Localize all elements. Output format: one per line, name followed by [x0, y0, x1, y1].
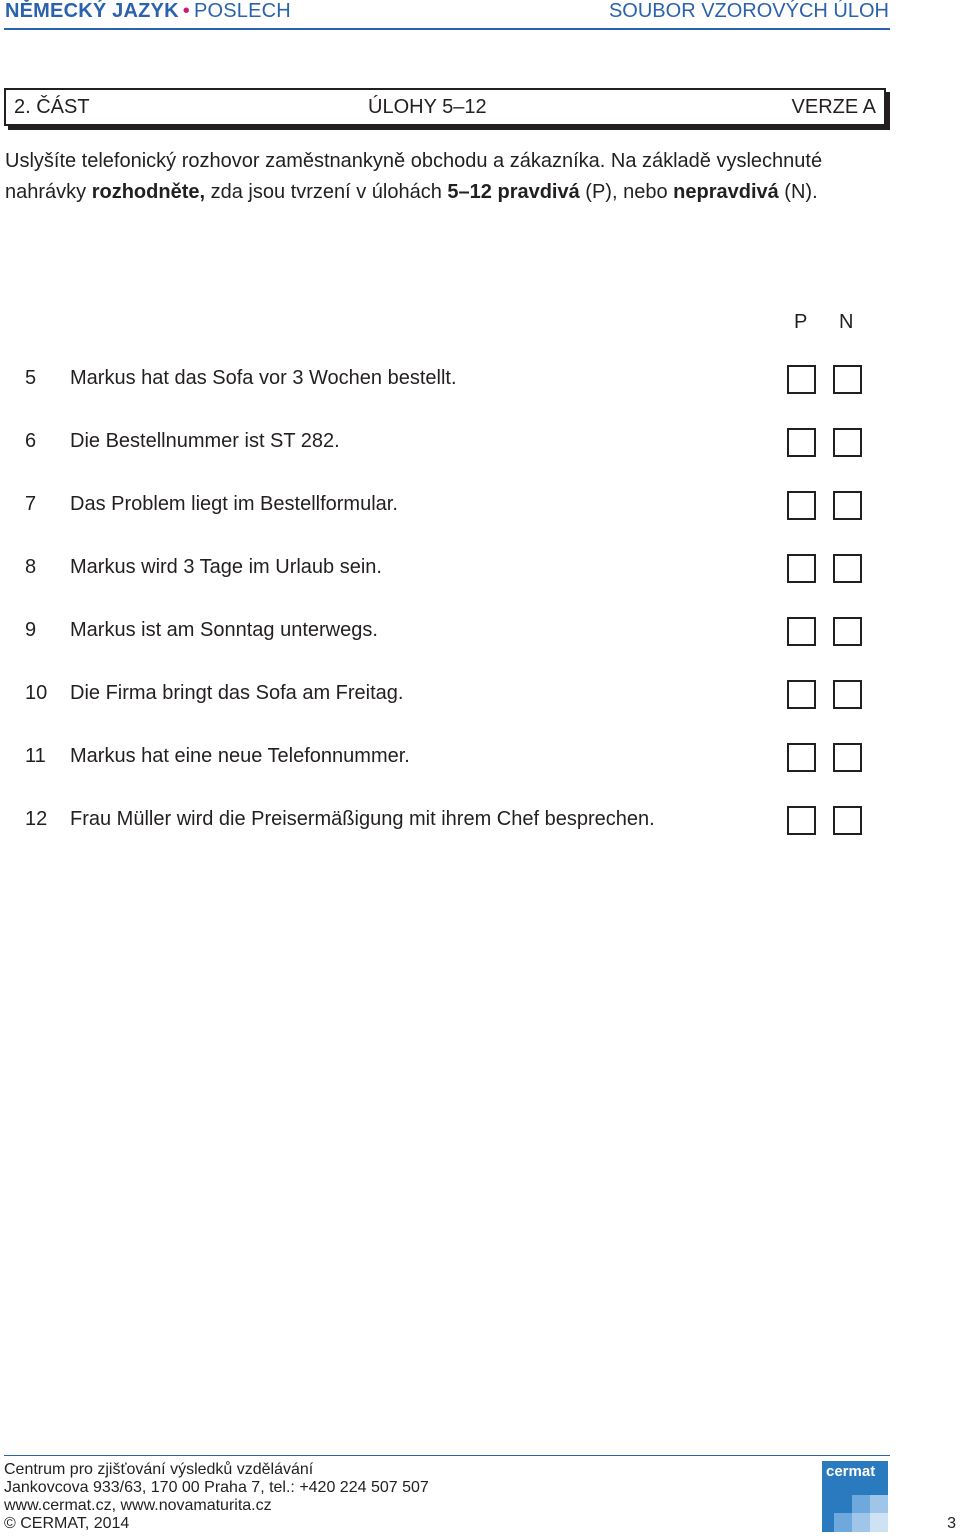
task-item	[25, 556, 885, 586]
logo-square	[834, 1513, 852, 1532]
subject-title: NĚMECKÝ JAZYK	[5, 0, 179, 22]
logo-text: cermat	[826, 1463, 876, 1480]
tasks-label: ÚLOHY 5–12	[368, 96, 487, 118]
answer-checkbox-true[interactable]	[787, 554, 816, 583]
instructions-text: (N).	[778, 181, 818, 203]
column-header-false: N	[839, 311, 854, 333]
instructions-text: (P), nebo	[579, 181, 674, 203]
answer-checkbox-false[interactable]	[833, 806, 862, 835]
header-separator: •	[182, 0, 190, 22]
answer-checkbox-false[interactable]	[833, 554, 862, 583]
footer-websites: www.cermat.cz, www.novamaturita.cz	[4, 1497, 272, 1514]
footer-copyright: © CERMAT, 2014	[4, 1515, 130, 1532]
page-number: 3	[947, 1515, 956, 1532]
answer-checkbox-true[interactable]	[787, 743, 816, 772]
task-item	[25, 430, 885, 460]
footer-organization: Centrum pro zjišťování výsledků vzdělávání	[4, 1461, 314, 1478]
task-statement: Das Problem liegt im Bestellformular.	[70, 493, 398, 515]
instructions-emphasis: nepravdivá	[673, 181, 779, 203]
task-number: 9	[25, 619, 37, 641]
document-header	[5, 0, 291, 23]
task-number: 10	[25, 682, 48, 704]
section-title: POSLECH	[193, 0, 291, 22]
answer-checkbox-false[interactable]	[833, 491, 862, 520]
instructions-text: zda jsou tvrzení v úlohách	[205, 181, 448, 203]
footer-address: Jankovcova 933/63, 170 00 Praha 7, tel.: +420 224 507 507	[4, 1479, 429, 1496]
task-number: 6	[25, 430, 37, 452]
task-item	[25, 808, 885, 838]
collection-title: SOUBOR VZOROVÝCH ÚLOH	[608, 0, 889, 22]
task-item	[25, 682, 885, 712]
answer-checkbox-false[interactable]	[833, 428, 862, 457]
task-statement: Markus ist am Sonntag unterwegs.	[70, 619, 378, 641]
task-item	[25, 367, 885, 397]
task-statement: Die Bestellnummer ist ST 282.	[70, 430, 340, 452]
answer-checkbox-false[interactable]	[833, 365, 862, 394]
footer-divider	[4, 1455, 890, 1456]
instructions-emphasis: 5–12 pravdivá	[447, 181, 580, 203]
answer-checkbox-true[interactable]	[787, 491, 816, 520]
task-statement: Markus hat das Sofa vor 3 Wochen bestellt.	[70, 367, 457, 389]
header-divider	[4, 28, 890, 30]
task-statement: Markus wird 3 Tage im Urlaub sein.	[70, 556, 382, 578]
logo-square	[852, 1513, 870, 1532]
logo-square	[870, 1513, 888, 1532]
part-banner	[4, 88, 886, 126]
task-number: 12	[25, 808, 48, 830]
answer-checkbox-true[interactable]	[787, 365, 816, 394]
answer-checkbox-true[interactable]	[787, 428, 816, 457]
task-number: 11	[25, 745, 46, 767]
task-item	[25, 493, 885, 523]
answer-checkbox-true[interactable]	[787, 680, 816, 709]
task-number: 8	[25, 556, 37, 578]
part-label: 2. ČÁST	[14, 96, 90, 118]
cermat-logo	[822, 1461, 888, 1532]
version-label: VERZE A	[791, 96, 876, 118]
task-item	[25, 745, 885, 775]
task-statement: Markus hat eine neue Telefonnummer.	[70, 745, 410, 767]
column-header-true: P	[794, 311, 808, 333]
instructions-emphasis: rozhodněte,	[91, 181, 206, 203]
answer-checkbox-true[interactable]	[787, 806, 816, 835]
task-number: 7	[25, 493, 37, 515]
logo-square	[852, 1495, 870, 1513]
instructions-text: Uslyšíte telefonický rozhovor zaměstnankyně obchodu a zákazníka. Na základě vyslechnuté nahrávky	[5, 150, 823, 203]
task-item	[25, 619, 885, 649]
answer-checkbox-false[interactable]	[833, 680, 862, 709]
footer-info	[4, 1461, 429, 1533]
answer-checkbox-false[interactable]	[833, 743, 862, 772]
task-statement: Frau Müller wird die Preisermäßigung mit ihrem Chef besprechen.	[70, 808, 655, 830]
answer-checkbox-false[interactable]	[833, 617, 862, 646]
answer-checkbox-true[interactable]	[787, 617, 816, 646]
task-number: 5	[25, 367, 37, 389]
logo-square	[870, 1495, 888, 1513]
task-statement: Die Firma bringt das Sofa am Freitag.	[70, 682, 404, 704]
instructions	[5, 146, 895, 208]
